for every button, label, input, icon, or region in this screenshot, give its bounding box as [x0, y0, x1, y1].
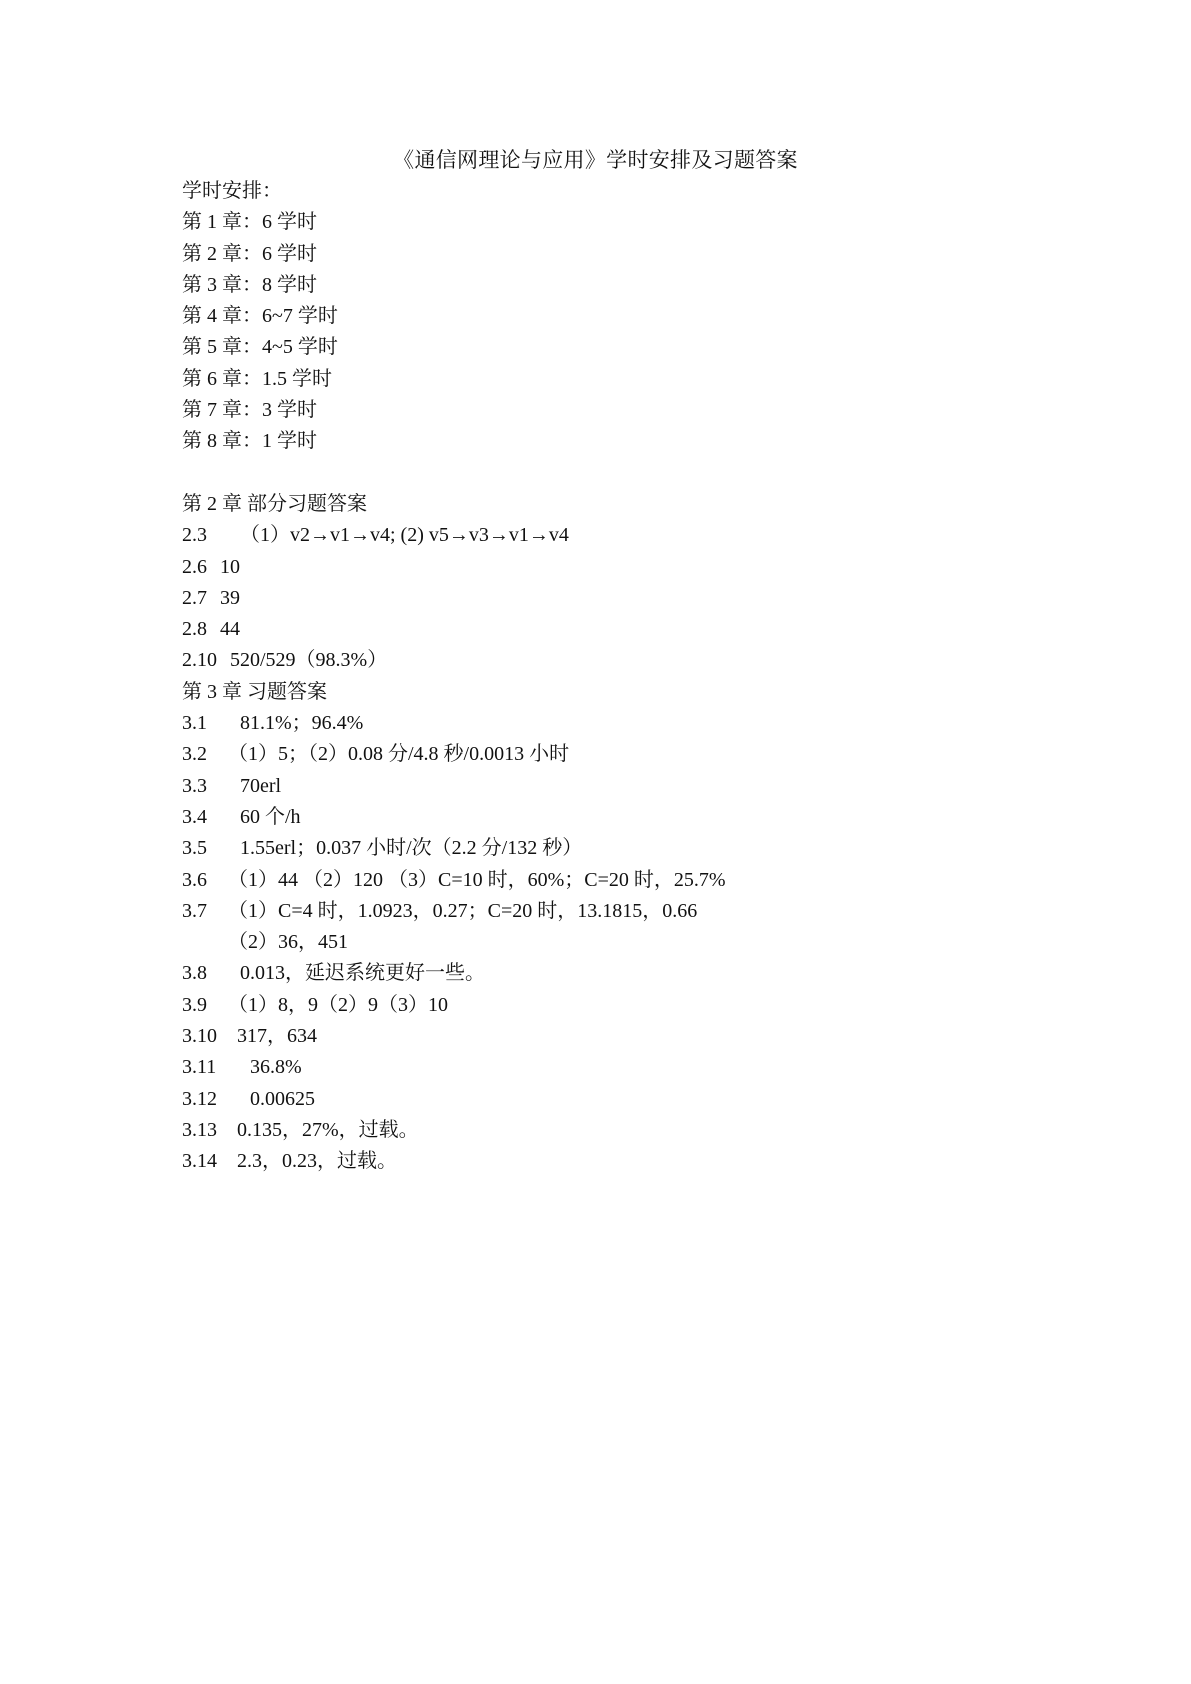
answer-text: 70erl [240, 774, 282, 797]
schedule-item: 第 1 章：6 学时 [182, 211, 317, 234]
answer-text: 2.3，0.23，过载。 [237, 1150, 397, 1173]
answer-line [182, 1052, 1082, 1083]
answer-text: 39 [220, 586, 240, 609]
answer-line [182, 771, 1082, 802]
answer-number: 2.3 [182, 524, 207, 547]
answer-number: 2.6 [182, 555, 207, 578]
answer-number: 3.1 [182, 712, 207, 735]
answer-line [182, 708, 1082, 739]
answer-number: 3.3 [182, 774, 207, 797]
answer-text: （1）44 （2）120 （3）C=10 时，60%；C=20 时，25.7% [228, 868, 726, 891]
answer-number: 3.2 [182, 743, 207, 766]
answer-number: 3.11 [182, 1056, 217, 1079]
spacer [182, 458, 1082, 489]
answer-line [182, 1084, 1082, 1115]
answer-number: 2.10 [182, 649, 217, 672]
answer-text: 44 [220, 618, 240, 641]
answer-number: 2.7 [182, 586, 207, 609]
document-body [182, 176, 1082, 1178]
answer-line [182, 833, 1082, 864]
answer-text: 0.135，27%，过载。 [237, 1118, 419, 1141]
answer-number: 2.8 [182, 618, 207, 641]
answer-text: （1）8，9（2）9（3）10 [228, 993, 448, 1016]
answer-text: （1）C=4 时，1.0923，0.27；C=20 时，13.1815，0.66 [228, 899, 698, 922]
answer-text: 81.1%；96.4% [240, 712, 364, 735]
answer-line [182, 645, 1082, 676]
chapter3-heading: 第 3 章 习题答案 [182, 680, 327, 703]
answer-line [182, 896, 1082, 927]
answer-text: 36.8% [250, 1056, 302, 1079]
answer-number: 3.13 [182, 1118, 217, 1141]
answer-line [182, 1021, 1082, 1052]
chapter2-heading: 第 2 章 部分习题答案 [182, 492, 367, 515]
answer-text: 317，634 [237, 1025, 317, 1048]
schedule-item: 第 6 章：1.5 学时 [182, 367, 332, 390]
answer-number: 3.5 [182, 837, 207, 860]
answer-number: 3.14 [182, 1150, 217, 1173]
answer-number: 3.9 [182, 993, 207, 1016]
schedule-item: 第 5 章：4~5 学时 [182, 336, 338, 359]
answer-number: 3.7 [182, 899, 207, 922]
answer-text: （1）v2→v1→v4; (2) v5→v3→v1→v4 [240, 524, 569, 547]
answer-text: 0.013，延迟系统更好一些。 [240, 962, 485, 985]
answer-text: 60 个/h [240, 805, 301, 828]
answer-line [182, 1115, 1082, 1146]
schedule-item: 第 3 章：8 学时 [182, 273, 317, 296]
answer-text: （1）5；（2）0.08 分/4.8 秒/0.0013 小时 [228, 743, 570, 766]
answer-number: 3.12 [182, 1087, 217, 1110]
answer-line [182, 958, 1082, 989]
answer-line [182, 583, 1082, 614]
schedule-item: 第 4 章：6~7 学时 [182, 305, 338, 328]
answer-line [182, 927, 1082, 958]
answer-line [182, 520, 1082, 551]
document-title: 《通信网理论与应用》学时安排及习题答案 [393, 148, 798, 172]
answer-line [182, 739, 1082, 770]
answer-line [182, 1146, 1082, 1177]
answer-line [182, 802, 1082, 833]
answer-text: 10 [220, 555, 240, 578]
answer-number: 3.4 [182, 805, 207, 828]
schedule-item: 第 7 章：3 学时 [182, 399, 317, 422]
answer-number: 3.10 [182, 1025, 217, 1048]
answer-text: 1.55erl；0.037 小时/次（2.2 分/132 秒） [240, 837, 583, 860]
answer-line [182, 552, 1082, 583]
answer-line [182, 990, 1082, 1021]
answer-number: 3.8 [182, 962, 207, 985]
answer-text: （2）36，451 [228, 931, 348, 954]
answer-text: 520/529（98.3%） [230, 649, 388, 672]
answer-number: 3.6 [182, 868, 207, 891]
answer-line [182, 865, 1082, 896]
schedule-heading: 学时安排： [182, 180, 282, 202]
answer-line [182, 614, 1082, 645]
answer-text: 0.00625 [250, 1087, 315, 1110]
schedule-item: 第 8 章：1 学时 [182, 430, 317, 453]
schedule-item: 第 2 章：6 学时 [182, 242, 317, 265]
